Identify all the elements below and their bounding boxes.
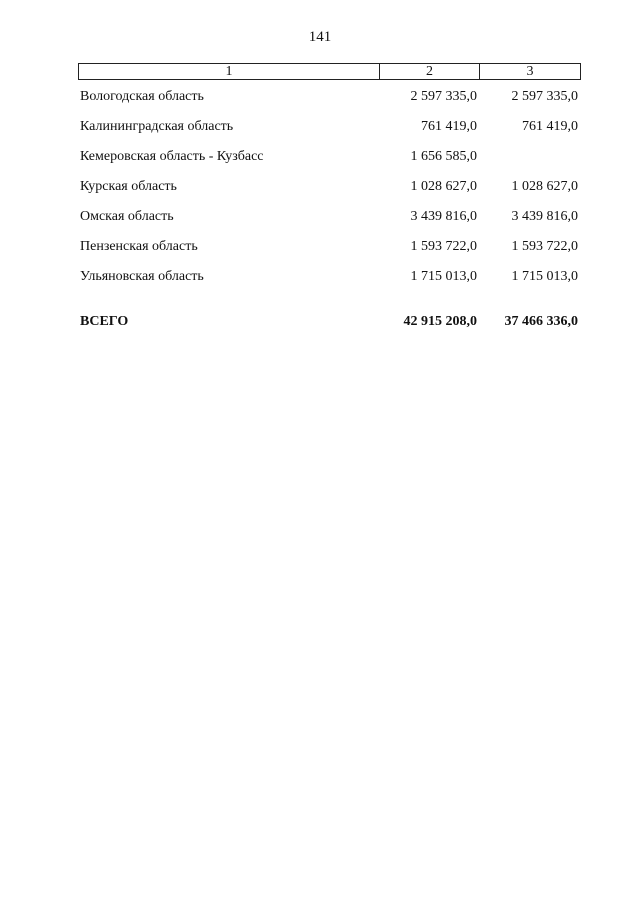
- value-col-2: 1 715 013,0: [410, 269, 477, 284]
- value-col-3: 1 593 722,0: [511, 239, 578, 254]
- value-col-2: 761 419,0: [421, 119, 477, 134]
- total-label: ВСЕГО: [80, 314, 129, 329]
- value-col-3: 2 597 335,0: [511, 89, 578, 104]
- total-col-2: 42 915 208,0: [403, 314, 477, 329]
- table-header: [78, 63, 581, 80]
- page-number: 141: [308, 29, 332, 45]
- column-header-3: 3: [526, 64, 534, 79]
- table-row: [78, 237, 581, 257]
- value-col-2: 1 656 585,0: [410, 149, 477, 164]
- value-col-2: 3 439 816,0: [410, 209, 477, 224]
- value-col-3: 1 715 013,0: [511, 269, 578, 284]
- value-col-2: 1 028 627,0: [410, 179, 477, 194]
- value-col-3: 1 028 627,0: [511, 179, 578, 194]
- table-row: [78, 147, 581, 167]
- table-row: [78, 117, 581, 137]
- value-col-3: 3 439 816,0: [511, 209, 578, 224]
- region-name: Калининградская область: [80, 119, 234, 134]
- region-name: Кемеровская область - Кузбасс: [80, 149, 264, 164]
- region-name: Вологодская область: [80, 89, 204, 104]
- value-col-2: 2 597 335,0: [410, 89, 477, 104]
- table-row: [78, 87, 581, 107]
- total-col-3: 37 466 336,0: [504, 314, 578, 329]
- region-name: Ульяновская область: [80, 269, 204, 284]
- column-header-2: 2: [380, 64, 480, 79]
- value-col-3: 761 419,0: [522, 119, 578, 134]
- table-row: [78, 267, 581, 287]
- region-name: Омская область: [80, 209, 174, 224]
- table-row: [78, 177, 581, 197]
- table-row: [78, 207, 581, 227]
- value-col-2: 1 593 722,0: [410, 239, 477, 254]
- column-header-1: 1: [79, 64, 380, 79]
- region-name: Курская область: [80, 179, 177, 194]
- total-row: [78, 312, 581, 332]
- region-name: Пензенская область: [80, 239, 198, 254]
